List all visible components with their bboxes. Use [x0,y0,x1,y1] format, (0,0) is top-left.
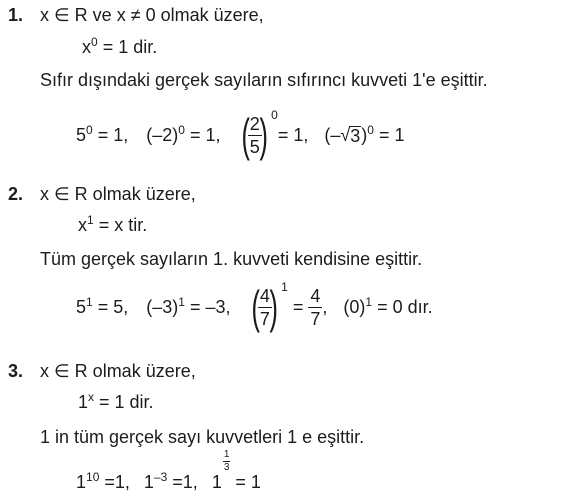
example-2: $(-3)^1 = -3$, [146,295,231,317]
rule-exponent: 0 [91,35,98,49]
rule-rest: = 1 dir. [97,37,158,57]
item-3-condition: x ∈ R olmak üzere, [40,361,196,381]
item-1-examples [76,110,405,160]
item-1-number: 1. [8,5,24,25]
item-2-statement: Tüm gerçek sayıların 1. kuvveti kendisine eşittir. [40,249,423,269]
example-4: (– √ 3 )$^0$ = 1 [324,122,405,146]
example-3: ( $\frac{4}{7}$ ) 1 = $\frac{4}{7}$ , [251,280,328,333]
item-2-condition: x ∈ R olmak üzere, [40,184,196,204]
item-1-rule [82,35,158,57]
item-2-examples [76,279,433,335]
fraction-exponent: $\frac{1}{3}$ [223,449,230,473]
example-3: ( $\frac{2}{5}$ ) 0 = 1, [241,108,309,161]
example-1: $5^1 = 5$, [76,295,129,317]
result-fraction: $\frac{4}{7}$ [310,285,321,329]
item-1-condition: x ∈ R ve x ≠ 0 olmak üzere, [40,5,264,25]
item-3-rule: $1^x = 1$ dir. [78,390,154,412]
rule-base: x [82,37,91,57]
item-2-rule: $x^1 = x$ tir. [78,213,148,235]
item-3-number: 3. [8,361,24,381]
example-2: $(-2)^0 = 1$, [146,123,221,145]
sqrt-icon: √ [340,124,351,145]
item-2-number: 2. [8,184,24,204]
example-1: $1^{10} =1$, [76,470,130,492]
fraction: $\frac{2}{5}$ [249,113,260,157]
example-1: $5^0 = 1$, [76,123,129,145]
fraction: $\frac{4}{7}$ [259,285,270,329]
item-3-statement: 1 in tüm gerçek sayı kuvvetleri 1 e eşittir. [40,427,365,447]
item-3-examples [76,449,261,492]
item-1-statement: Sıfır dışındaki gerçek sayıların sıfırıncı kuvveti 1'e eşittir. [40,70,488,90]
example-3: 1 $\frac{1}{3}$ = 1 [211,449,261,492]
example-4: $(0)^1 = 0$ dır. [343,295,433,317]
example-2: $1^{-3} =1$, [143,470,198,492]
